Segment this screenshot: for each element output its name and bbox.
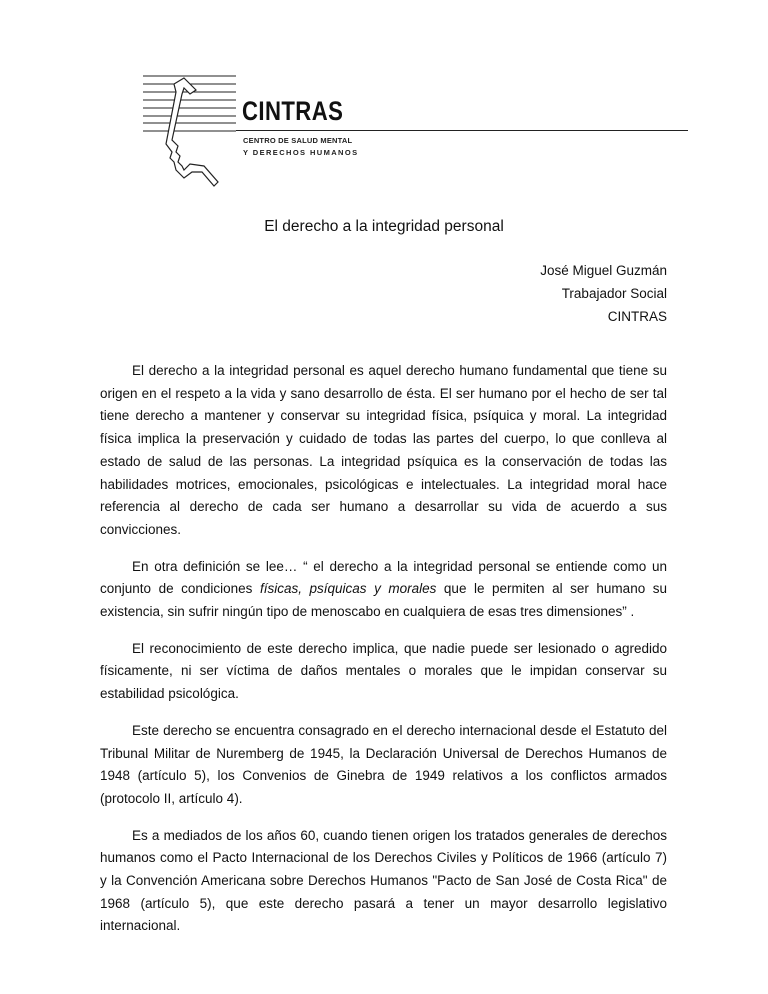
document-title: El derecho a la integridad personal <box>264 218 504 235</box>
logo-subtitle-1: CENTRO DE SALUD MENTAL <box>243 136 353 145</box>
paragraph-1: El derecho a la integridad personal es aquel derecho humano fundamental que tiene su origen en el respeto a la vida y sano desarrollo de ésta. El ser humano por el hecho de ser tal tiene derecho a mantener y conservar su integridad física, psíquica y moral. La integridad física implica la preservación y cuidado de todas las partes del cuerpo, lo que conlleva al estado de salud de las personas. La integridad psíquica es la conservación de todas las habilidades motrices, emocionales, psicológicas e intelectuales. La integridad moral hace referencia al derecho de cada ser humano a desarrollar su vida de acuerdo a sus convicciones. <box>100 363 667 537</box>
header-rule <box>236 130 688 131</box>
author-name: José Miguel Guzmán <box>540 263 667 278</box>
paragraph-5: Es a mediados de los años 60, cuando tienen origen los tratados generales de derechos humanos como el Pacto Internacional de los Derechos Civiles y Políticos de 1966 (artículo 7) y la Convención Americana sobre Derechos Humanos "Pacto de San José de Costa Rica" de 1968 (artículo 5), que este derecho pasará a tener un mayor desarrollo legislativo internacional. <box>100 827 667 934</box>
logo-subtitle-2: Y DERECHOS HUMANOS <box>243 148 359 157</box>
author-organization: CINTRAS <box>607 309 667 324</box>
paragraph-2-text-a: En otra definición se lee… “ el derecho a la integridad personal se entiende como un conjunto de condiciones <box>100 558 667 597</box>
paragraph-4: Este derecho se encuentra consagrado en el derecho internacional desde el Estatuto del Tribunal Militar de Nuremberg de 1945, la Declaración Universal de Derechos Humanos de 1948 (artículo 5), los Convenios de Ginebra de 1949 relativos a los conflictos armados (protocolo II, artículo 4). <box>100 722 667 806</box>
paragraph-2-text-b: que le permiten al ser humano su existencia, sin sufrir ningún tipo de menoscabo en cualquiera de esas tres dimensiones” . <box>100 581 667 620</box>
author-role: Trabajador Social <box>561 286 667 301</box>
paragraph-2 <box>100 556 667 624</box>
paragraph-2-italic: físicas, psíquicas y morales <box>259 581 437 597</box>
logo-wordmark: CINTRAS <box>242 96 344 126</box>
document-body <box>100 360 667 952</box>
paragraph-3: El reconocimiento de este derecho implica, que nadie puede ser lesionado o agredido físicamente, ni ser víctima de daños mentales o morales que le impidan conservar su estabilidad psicológica. <box>100 640 667 702</box>
